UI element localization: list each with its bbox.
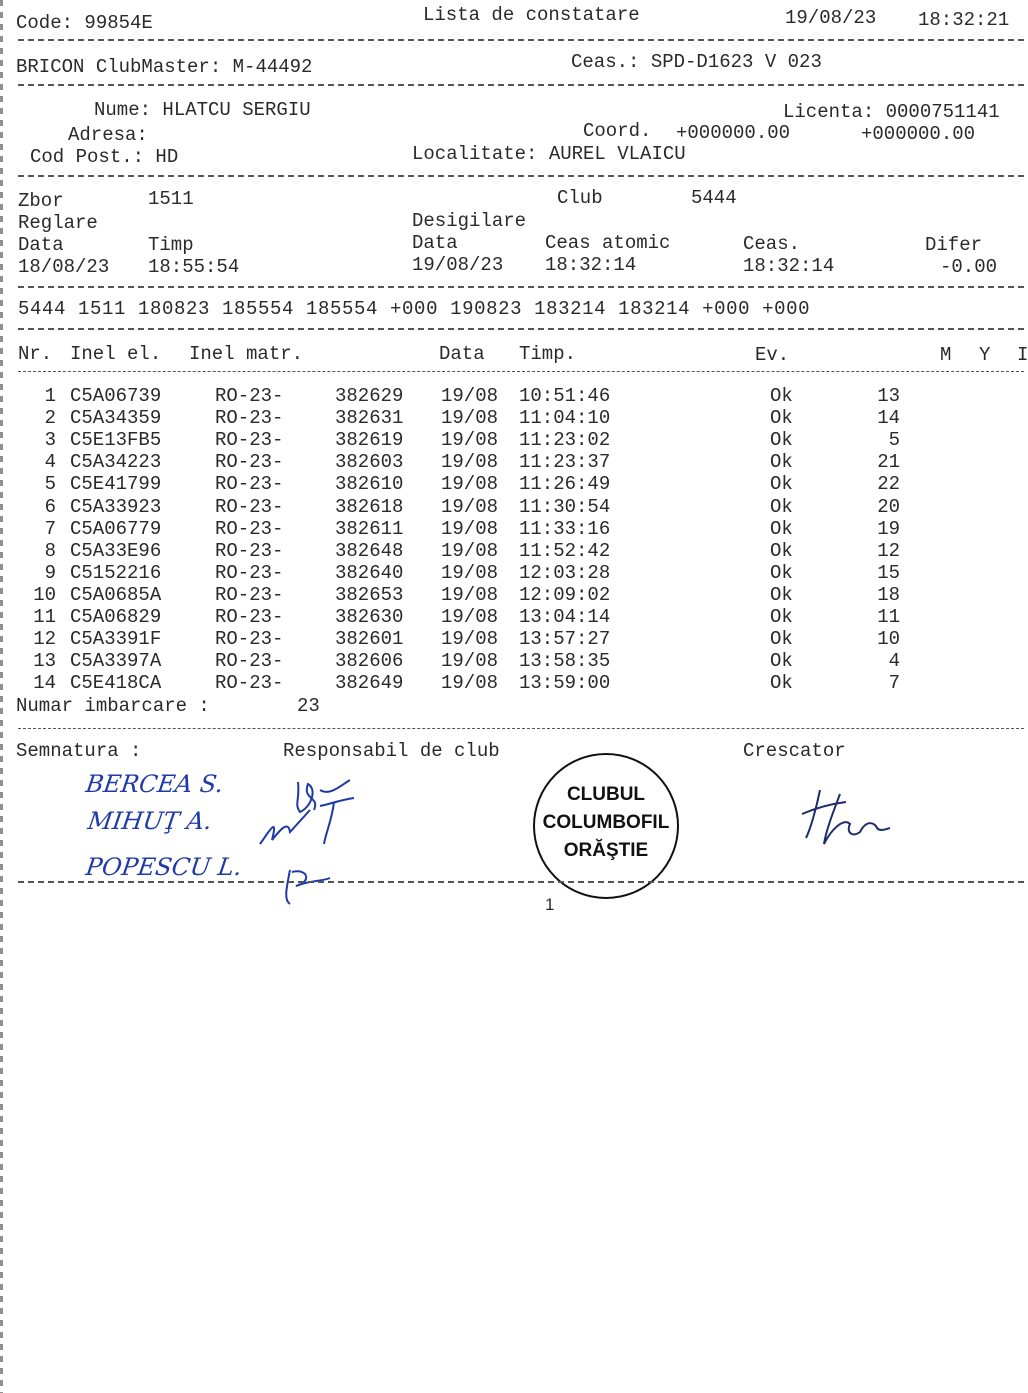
row-timp: 11:30:54 xyxy=(519,495,611,518)
handwritten-name-3: POPESCU L. xyxy=(84,853,244,881)
row-inel-prefix: RO-23- xyxy=(215,583,284,606)
row-number: 10 xyxy=(877,628,900,651)
row-ev: Ok xyxy=(770,429,793,452)
club-label: Club xyxy=(557,187,603,209)
document-code: Code: 99854E xyxy=(16,12,153,34)
row-nr: 11 xyxy=(33,606,56,628)
flight-code-line: 5444 1511 180823 185554 185554 +000 190823 183214 183214 +000 +000 xyxy=(18,298,811,320)
row-inel-matr: 382601 xyxy=(335,628,404,651)
row-inel-matr: 382630 xyxy=(335,606,404,628)
row-ev: Ok xyxy=(770,473,793,496)
row-inel-el: C5A33923 xyxy=(70,495,162,518)
row-number: 14 xyxy=(877,407,900,430)
stamp-line-2: COLUMBOFIL xyxy=(542,812,670,833)
row-number: 18 xyxy=(877,583,900,606)
row-timp: 13:59:00 xyxy=(519,672,611,695)
print-time: 18:32:21 xyxy=(918,9,1010,31)
divider xyxy=(18,175,1024,177)
row-inel-prefix: RO-23- xyxy=(215,628,284,651)
row-inel-el: C5A06739 xyxy=(70,385,162,407)
row-inel-el: C5E41799 xyxy=(70,473,162,496)
atomic-clock-label: Ceas atomic xyxy=(545,232,671,254)
stamp-line-1: CLUBUL xyxy=(566,784,646,805)
row-data: 19/08 xyxy=(441,407,499,430)
col-m: M xyxy=(940,344,952,366)
row-timp: 11:23:37 xyxy=(519,451,611,474)
row-number: 13 xyxy=(877,385,900,407)
row-number: 15 xyxy=(877,561,900,584)
row-ev: Ok xyxy=(770,451,793,474)
clock-time: 18:32:14 xyxy=(743,255,835,277)
row-inel-el: C5A3391F xyxy=(70,628,162,651)
address-label: Adresa: xyxy=(68,124,148,146)
row-inel-matr: 382653 xyxy=(335,583,404,606)
row-ev: Ok xyxy=(770,650,793,673)
col-nr: Nr. xyxy=(18,343,53,365)
row-inel-el: C5A33E96 xyxy=(70,539,162,562)
row-data: 19/08 xyxy=(441,650,499,673)
row-data: 19/08 xyxy=(441,473,499,496)
divider xyxy=(18,881,1024,883)
col-timp: Timp. xyxy=(519,343,577,365)
row-data: 19/08 xyxy=(441,583,499,606)
row-inel-prefix: RO-23- xyxy=(215,473,284,496)
row-inel-prefix: RO-23- xyxy=(215,495,284,518)
row-inel-matr: 382629 xyxy=(335,385,404,407)
system-id: BRICON ClubMaster: M-44492 xyxy=(16,56,313,78)
clock-id: Ceas.: SPD-D1623 V 023 xyxy=(571,51,822,73)
row-ev: Ok xyxy=(770,385,793,407)
row-nr: 4 xyxy=(44,451,56,474)
row-number: 20 xyxy=(877,495,900,518)
clock-label: Ceas. xyxy=(743,233,801,255)
row-timp: 11:26:49 xyxy=(519,473,611,496)
reglare-label: Reglare xyxy=(18,212,98,234)
row-inel-el: C5A34223 xyxy=(70,451,162,474)
row-nr: 3 xyxy=(44,429,56,452)
row-number: 7 xyxy=(888,672,900,695)
row-nr: 12 xyxy=(33,628,56,651)
table-row xyxy=(0,562,1024,584)
row-inel-prefix: RO-23- xyxy=(215,539,284,562)
row-nr: 10 xyxy=(33,583,56,606)
embark-label: Numar imbarcare : xyxy=(16,695,210,717)
row-ev: Ok xyxy=(770,606,793,628)
table-row xyxy=(0,650,1024,672)
row-timp: 12:03:28 xyxy=(519,561,611,584)
col-data: Data xyxy=(439,343,485,365)
handwritten-signature-marks xyxy=(250,760,370,910)
atomic-clock-time: 18:32:14 xyxy=(545,254,637,276)
license-number: Licenta: 0000751141 xyxy=(783,101,1000,123)
signature-label: Semnatura : xyxy=(16,740,142,762)
row-inel-el: C5A34359 xyxy=(70,407,162,430)
reglare-date: 18/08/23 xyxy=(18,256,110,278)
row-ev: Ok xyxy=(770,672,793,695)
club-responsible-label: Responsabil de club xyxy=(283,740,500,762)
row-data: 19/08 xyxy=(441,628,499,651)
row-nr: 1 xyxy=(44,385,56,407)
row-data: 19/08 xyxy=(441,385,499,407)
row-inel-el: C5E13FB5 xyxy=(70,429,162,452)
row-inel-el: C5E418CA xyxy=(70,672,162,695)
row-number: 11 xyxy=(877,606,900,628)
table-row xyxy=(0,407,1024,429)
row-ev: Ok xyxy=(770,561,793,584)
row-timp: 12:09:02 xyxy=(519,583,611,606)
row-inel-el: C5A06829 xyxy=(70,606,162,628)
row-inel-el: C5A0685A xyxy=(70,583,162,606)
row-data: 19/08 xyxy=(441,606,499,628)
flight-label: Zbor xyxy=(18,190,64,212)
row-inel-el: C5152216 xyxy=(70,561,162,584)
row-nr: 5 xyxy=(44,473,56,496)
row-inel-prefix: RO-23- xyxy=(215,606,284,628)
table-row xyxy=(0,606,1024,628)
scan-edge xyxy=(0,0,3,1393)
row-nr: 9 xyxy=(44,561,56,584)
row-nr: 8 xyxy=(44,539,56,562)
row-timp: 13:04:14 xyxy=(519,606,611,628)
row-number: 19 xyxy=(877,517,900,540)
divider xyxy=(18,728,1024,729)
row-data: 19/08 xyxy=(441,451,499,474)
row-timp: 11:33:16 xyxy=(519,517,611,540)
divider xyxy=(18,286,1024,288)
row-inel-el: C5A06779 xyxy=(70,517,162,540)
row-nr: 13 xyxy=(33,650,56,673)
row-inel-prefix: RO-23- xyxy=(215,561,284,584)
row-inel-prefix: RO-23- xyxy=(215,517,284,540)
row-ev: Ok xyxy=(770,628,793,651)
row-nr: 7 xyxy=(44,517,56,540)
breeder-signature xyxy=(790,780,910,860)
row-inel-matr: 382649 xyxy=(335,672,404,695)
row-data: 19/08 xyxy=(441,429,499,452)
table-row xyxy=(0,628,1024,650)
row-nr: 14 xyxy=(33,672,56,695)
coord-value-1: +000000.00 xyxy=(676,122,791,144)
row-inel-prefix: RO-23- xyxy=(215,429,284,452)
divider xyxy=(18,371,1024,372)
row-inel-matr: 382610 xyxy=(335,473,404,496)
row-data: 19/08 xyxy=(441,517,499,540)
row-inel-prefix: RO-23- xyxy=(215,451,284,474)
col-inel-el: Inel el. xyxy=(70,343,162,365)
row-number: 5 xyxy=(888,429,900,452)
row-timp: 10:51:46 xyxy=(519,385,611,407)
row-nr: 6 xyxy=(44,495,56,518)
table-row xyxy=(0,496,1024,518)
page-number: 1 xyxy=(545,895,555,914)
row-inel-matr: 382611 xyxy=(335,517,404,540)
handwritten-name-2: MIHUŢ A. xyxy=(86,807,214,835)
row-timp: 13:57:27 xyxy=(519,628,611,651)
table-row xyxy=(0,518,1024,540)
row-inel-matr: 382618 xyxy=(335,495,404,518)
row-ev: Ok xyxy=(770,517,793,540)
row-data: 19/08 xyxy=(441,495,499,518)
club-stamp xyxy=(533,753,679,899)
row-inel-prefix: RO-23- xyxy=(215,385,284,407)
fancier-name: Nume: HLATCU SERGIU xyxy=(94,99,311,121)
embark-count: 23 xyxy=(297,695,320,717)
row-inel-el: C5A3397A xyxy=(70,650,162,673)
table-row xyxy=(0,473,1024,495)
club-number: 5444 xyxy=(691,187,737,209)
table-row xyxy=(0,385,1024,407)
stamp-line-3: ORĂŞTIE xyxy=(563,840,649,861)
table-row xyxy=(0,672,1024,694)
row-nr: 2 xyxy=(44,407,56,430)
row-inel-matr: 382640 xyxy=(335,561,404,584)
row-number: 4 xyxy=(888,650,900,673)
row-ev: Ok xyxy=(770,407,793,430)
table-row xyxy=(0,451,1024,473)
desigilare-date: 19/08/23 xyxy=(412,254,504,276)
divider xyxy=(18,39,1024,41)
row-ev: Ok xyxy=(770,495,793,518)
print-date: 19/08/23 xyxy=(785,7,877,29)
row-number: 12 xyxy=(877,539,900,562)
row-inel-prefix: RO-23- xyxy=(215,407,284,430)
table-row xyxy=(0,584,1024,606)
row-timp: 13:58:35 xyxy=(519,650,611,673)
reglare-time: 18:55:54 xyxy=(148,256,240,278)
col-y: Y xyxy=(979,344,991,366)
row-ev: Ok xyxy=(770,583,793,606)
row-inel-matr: 382619 xyxy=(335,429,404,452)
difference-label: Difer xyxy=(925,234,983,256)
table-row xyxy=(0,429,1024,451)
row-timp: 11:23:02 xyxy=(519,429,611,452)
col-extra: I xyxy=(1017,344,1028,366)
row-data: 19/08 xyxy=(441,672,499,695)
coord-value-2: +000000.00 xyxy=(861,123,976,145)
desigilare-label: Desigilare xyxy=(412,210,527,232)
flight-number: 1511 xyxy=(148,188,194,210)
row-inel-prefix: RO-23- xyxy=(215,672,284,695)
col-ev: Ev. xyxy=(755,344,790,366)
row-timp: 11:04:10 xyxy=(519,407,611,430)
difference-value: -0.00 xyxy=(940,256,998,278)
reglare-time-label: Timp xyxy=(148,234,194,256)
row-number: 21 xyxy=(877,451,900,474)
row-ev: Ok xyxy=(770,539,793,562)
row-inel-matr: 382631 xyxy=(335,407,404,430)
document-title: Lista de constatare xyxy=(423,4,640,26)
row-inel-matr: 382603 xyxy=(335,451,404,474)
locality: Localitate: AUREL VLAICU xyxy=(412,143,686,165)
desigilare-date-label: Data xyxy=(412,232,458,254)
row-timp: 11:52:42 xyxy=(519,539,611,562)
breeder-label: Crescator xyxy=(743,740,846,762)
postcode: Cod Post.: HD xyxy=(30,146,179,168)
divider xyxy=(18,328,1024,330)
reglare-date-label: Data xyxy=(18,234,64,256)
row-inel-prefix: RO-23- xyxy=(215,650,284,673)
row-inel-matr: 382648 xyxy=(335,539,404,562)
table-row xyxy=(0,540,1024,562)
row-data: 19/08 xyxy=(441,561,499,584)
row-data: 19/08 xyxy=(441,539,499,562)
row-inel-matr: 382606 xyxy=(335,650,404,673)
divider xyxy=(18,84,1024,86)
row-number: 22 xyxy=(877,473,900,496)
col-inel-matr: Inel matr. xyxy=(189,343,304,365)
coord-label: Coord. xyxy=(583,120,652,142)
handwritten-name-1: BERCEA S. xyxy=(84,770,226,798)
